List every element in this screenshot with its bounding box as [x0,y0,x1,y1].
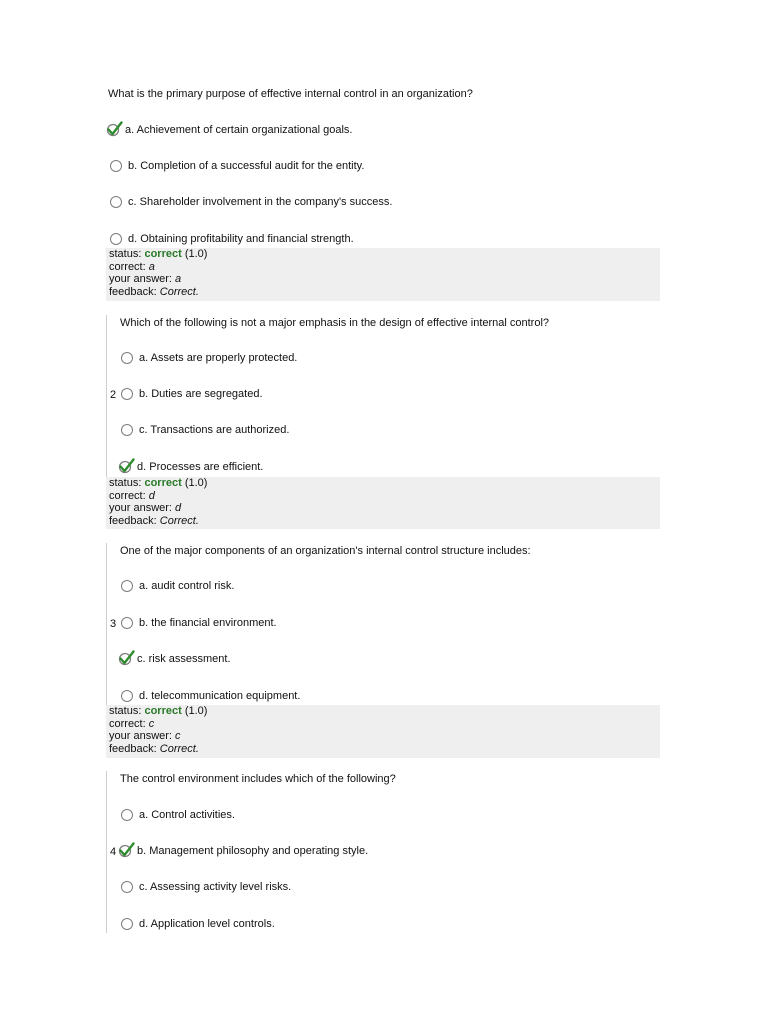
correct-value: d [148,489,155,502]
question-2-status-panel: status: correct (1.0) correct: d your answer: d feedback: Correct. [106,477,660,529]
question-1-option-b[interactable] [110,157,364,175]
question-1-option-a[interactable] [108,121,352,139]
option-label: a. Assets are properly protected. [139,352,298,364]
option-label: c. Shareholder involvement in the company's success. [128,196,393,208]
option-label: d. Processes are efficient. [137,461,264,473]
question-4-text: The control environment includes which of the following? [120,773,396,785]
radio-icon [121,690,133,702]
checkmark-icon [118,842,136,858]
question-2-option-a[interactable] [121,349,297,367]
option-label: d. Application level controls. [139,918,275,930]
option-label: a. audit control risk. [139,580,235,592]
checkmark-icon [118,458,136,474]
question-2-number: 2 [110,389,117,401]
radio-icon [121,617,133,629]
question-border [106,771,107,933]
correct-value: c [148,717,155,730]
option-label: b. Management philosophy and operating style. [137,845,369,857]
radio-icon [121,809,133,821]
feedback-value: Correct. [159,286,199,299]
question-1-status-panel: status: correct (1.0) correct: a your answer: a feedback: Correct. [106,248,660,301]
feedback-value: Correct. [159,515,199,528]
option-label: c. risk assessment. [137,653,231,665]
checkmark-icon [118,650,136,666]
question-3-option-b[interactable] [121,614,277,632]
radio-icon [110,233,122,245]
question-4-option-d[interactable] [121,915,275,933]
status-value: correct [144,705,182,717]
question-border [106,543,107,705]
status-value: correct [144,477,182,489]
radio-icon [110,160,122,172]
option-label: d. telecommunication equipment. [139,690,301,702]
radio-icon [121,580,133,592]
radio-icon [121,881,133,893]
option-label: c. Assessing activity level risks. [139,881,292,893]
option-label: b. Completion of a successful audit for the entity. [128,160,365,172]
question-2-option-b[interactable] [121,385,263,403]
question-3-option-d[interactable] [121,687,300,705]
question-1-option-d[interactable] [110,230,354,248]
question-3-option-a[interactable] [121,577,234,595]
radio-icon [121,918,133,930]
feedback-value: Correct. [159,743,199,756]
radio-icon [121,352,133,364]
question-3-text: One of the major components of an organization's internal control structure includes: [120,545,531,557]
question-3-status-panel: status: correct (1.0) correct: c your answer: c feedback: Correct. [106,705,660,758]
question-3-number: 3 [110,618,117,630]
question-2-option-c[interactable] [121,421,289,439]
option-label: c. Transactions are authorized. [139,424,290,436]
answer-value: d [175,502,182,515]
question-4-option-a[interactable] [121,806,235,824]
question-4-number: 4 [110,846,117,858]
option-label: a. Achievement of certain organizational goals. [125,124,353,136]
radio-icon [110,196,122,208]
answer-value: a [175,273,182,286]
answer-value: c [175,730,181,743]
question-3-option-c[interactable] [120,650,231,668]
question-4-option-b[interactable] [120,842,368,860]
option-label: d. Obtaining profitability and financial strength. [128,233,354,245]
radio-icon [121,388,133,400]
option-label: b. Duties are segregated. [139,388,263,400]
status-value: correct [144,248,182,260]
option-label: b. the financial environment. [139,617,277,629]
question-2-option-d[interactable] [120,458,263,476]
question-1-text: What is the primary purpose of effective internal control in an organization? [108,88,473,100]
radio-icon [121,424,133,436]
question-4-option-c[interactable] [121,878,291,896]
question-border [106,315,107,477]
correct-value: a [148,260,155,273]
checkmark-icon [106,121,124,137]
question-1-option-c[interactable] [110,193,392,211]
option-label: a. Control activities. [139,809,235,821]
question-2-text: Which of the following is not a major emphasis in the design of effective internal control? [120,317,550,329]
